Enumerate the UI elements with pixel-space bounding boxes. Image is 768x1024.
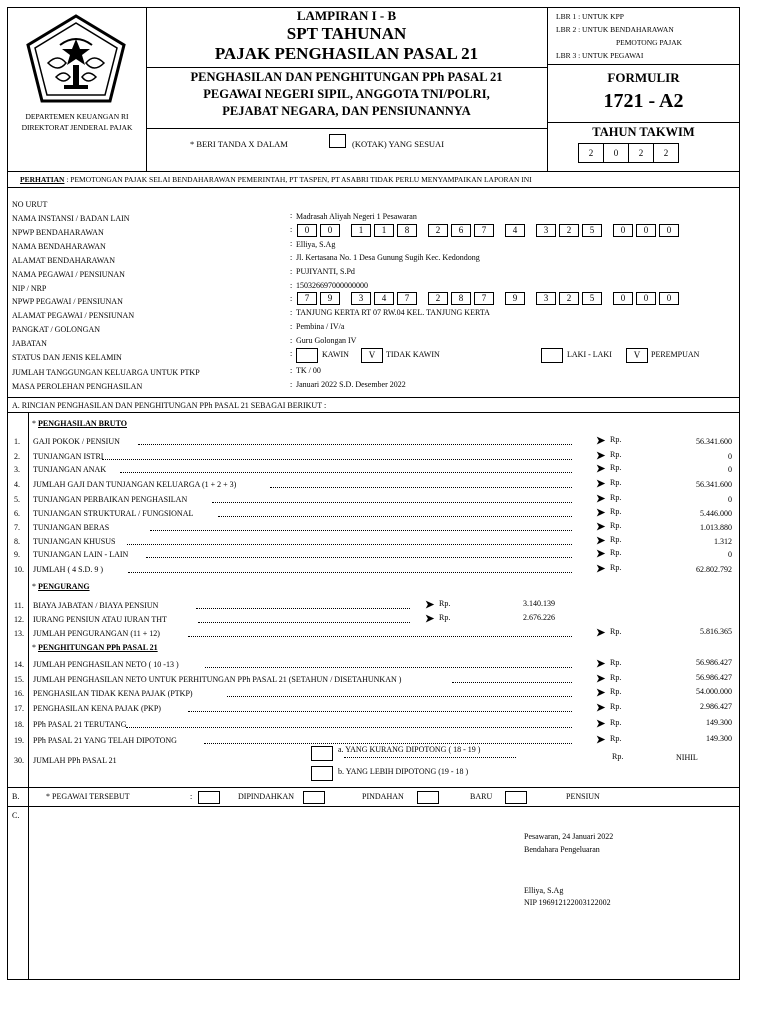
pengurang-title: * PENGURANG [32,582,90,591]
row-number: 17. [14,704,24,713]
perempuan-checkbox[interactable]: V [626,348,648,363]
row-number: 4. [14,480,20,489]
row-number: 6. [14,509,20,518]
nama-bendaharawan-value: Elliya, S.Ag [296,240,336,249]
rp-label: Rp. [610,493,622,502]
nama-instansi-label: NAMA INSTANSI / BADAN LAIN [12,214,130,223]
row-label: TUNJANGAN BERAS [33,523,110,532]
npwp-digit-box[interactable]: 3 [536,224,556,237]
pajak-title: PAJAK PENGHASILAN PASAL 21 [214,44,479,63]
kurang-dipotong-checkbox[interactable] [311,746,333,761]
row-label: TUNJANGAN PERBAIKAN PENGHASILAN [33,495,188,504]
row-label: TUNJANGAN STRUKTURAL / FUNGSIONAL [33,509,194,518]
row-label: TUNJANGAN KHUSUS [33,537,116,546]
npwp-digit-box[interactable]: 7 [397,292,417,305]
section-b-letter: B. [12,792,20,801]
arrow-icon: ➤ [596,548,606,560]
year-digit-box[interactable]: 2 [628,143,654,163]
row-leader-dots [128,572,572,573]
arrow-icon: ➤ [596,673,606,685]
npwp-digit-box[interactable]: 0 [297,224,317,237]
lbr2-sub: PEMOTONG PAJAK [616,38,683,47]
perhatian-text: : PEMOTONGAN PAJAK SELAI BENDAHARAWAN PEMERINTAH, PT TASPEN, PT ASABRI TIDAK PERLU MENYAMPAIKAN LAPORAN INI [64,175,532,184]
rp-label: Rp. [610,535,622,544]
arrow-icon: ➤ [596,718,606,730]
npwp-digit-box[interactable]: 4 [374,292,394,305]
npwp-digit-box[interactable]: 5 [582,224,602,237]
alamat-pegawai-label: ALAMAT PEGAWAI / PENSIUNAN [12,311,135,320]
npwp-digit-box[interactable]: 1 [374,224,394,237]
laki-laki-label: LAKI - LAKI [567,350,612,359]
row-label: TUNJANGAN LAIN - LAIN [33,550,129,559]
no-urut-label: NO URUT [12,200,48,209]
row-value[interactable]: 5.816.365 [700,627,732,636]
arrow-icon: ➤ [596,493,606,505]
arrow-icon: ➤ [596,478,606,490]
npwp-digit-box[interactable]: 7 [474,292,494,305]
row-number: 2. [14,452,20,461]
nama-bendaharawan-label: NAMA BENDAHARAWAN [12,242,106,251]
npwp-digit-box[interactable]: 2 [559,292,579,305]
ministry-logo [20,13,132,108]
row-label: JUMLAH PENGURANGAN (11 + 12) [33,629,160,638]
subtitle-line-2: PEGAWAI NEGERI SIPIL, ANGGOTA TNI/POLRI, [203,87,490,101]
lebih-dipotong-checkbox[interactable] [311,766,333,781]
nama-pegawai-label: NAMA PEGAWAI / PENSIUNAN [12,270,125,279]
jumlah-pph-label: JUMLAH PPh PASAL 21 [33,756,117,765]
row-number: 7. [14,523,20,532]
rp-label: Rp. [612,752,624,761]
row-leader-dots [218,516,572,517]
rp-label: Rp. [610,658,622,667]
rp-label: Rp. [610,702,622,711]
row-leader-dots [270,487,572,488]
row-label: BIAYA JABATAN / BIAYA PENSIUN [33,601,159,610]
pensiun-label: PENSIUN [566,792,600,801]
row-number: 19. [14,736,24,745]
npwp-digit-box[interactable]: 0 [613,224,633,237]
row-label: PPh PASAL 21 TERUTANG [33,720,127,729]
npwp-digit-box[interactable]: 3 [536,292,556,305]
bruto-title: * PENGHASILAN BRUTO [32,419,127,428]
row-value[interactable]: 0 [728,465,732,474]
row-number: 16. [14,689,24,698]
npwp-digit-box[interactable]: 1 [351,224,371,237]
row-value[interactable]: 54.000.000 [696,687,732,696]
signature-nip: NIP 196912122003122002 [524,898,611,907]
kurang-dipotong-label: a. YANG KURANG DIPOTONG ( 18 - 19 ) [338,745,481,754]
pangkat-value: Pembina / IV/a [296,322,345,331]
perhatian-label: PERHATIAN [20,175,65,184]
kawin-checkbox[interactable] [296,348,318,363]
rp-label: Rp. [439,599,451,608]
pegawai-tersebut-label: * PEGAWAI TERSEBUT [46,792,130,801]
row-value[interactable]: 149.300 [706,718,732,727]
rp-label: Rp. [610,521,622,530]
row-leader-dots [198,622,410,623]
nama-instansi-value: Madrasah Aliyah Negeri 1 Pesawaran [296,212,417,221]
row-number: 9. [14,550,20,559]
row-leader-dots [188,711,572,712]
row-number: 8. [14,537,20,546]
arrow-icon: ➤ [425,599,435,611]
npwp-digit-box[interactable]: 7 [474,224,494,237]
row-leader-dots [120,472,572,473]
baru-checkbox[interactable] [505,791,527,804]
row-number: 14. [14,660,24,669]
arrow-icon: ➤ [596,507,606,519]
section-a-title: A. RINCIAN PENGHASILAN DAN PENGHITUNGAN PPh PASAL 21 SEBAGAI BERIKUT : [12,401,327,410]
row-label: GAJI POKOK / PENSIUN [33,437,120,446]
pindahan-label: PINDAHAN [362,792,404,801]
npwp-digit-box[interactable]: 9 [505,292,525,305]
npwp-digit-box[interactable]: 8 [397,224,417,237]
rp-label: Rp. [610,463,622,472]
signature-role: Bendahara Pengeluaran [524,845,600,854]
rp-label: Rp. [610,507,622,516]
dipindahkan-label: DIPINDAHKAN [238,792,294,801]
directorate-name: DIREKTORAT JENDERAL PAJAK [21,123,133,132]
masa-label: MASA PEROLEHAN PENGHASILAN [12,382,143,391]
npwp-digit-box[interactable]: 2 [559,224,579,237]
lbr3: LBR 3 : UNTUK PEGAWAI [556,51,644,60]
npwp-digit-box[interactable]: 2 [428,224,448,237]
npwp-digit-box[interactable]: 0 [659,224,679,237]
row-value[interactable]: 2.676.226 [523,613,555,622]
pindahan-checkbox[interactable] [417,791,439,804]
perempuan-label: PEREMPUAN [651,350,700,359]
formulir-number: 1721 - A2 [603,90,684,112]
row-value[interactable]: 5.446.000 [700,509,732,518]
row-label: JUMLAH PENGHASILAN NETO ( 10 -13 ) [33,660,179,669]
signature-name: Elliya, S.Ag [524,886,564,895]
jabatan-value: Guru Golongan IV [296,336,357,345]
tidak-kawin-checkbox[interactable]: V [361,348,383,363]
nihil-value: NIHIL [676,753,698,762]
row-number: 15. [14,675,24,684]
year-digit-box[interactable]: 0 [603,143,629,163]
nip-value: 150326697000000000 [296,281,368,290]
alamat-pegawai-value: TANJUNG KERTA RT 07 RW.04 KEL. TANJUNG KERTA [296,308,490,317]
npwp-digit-box[interactable]: 0 [636,224,656,237]
rp-label: Rp. [610,478,622,487]
npwp-pegawai-label: NPWP PEGAWAI / PENSIUNAN [12,297,123,306]
row-number: 18. [14,720,24,729]
npwp-bendaharawan-label: NPWP BENDAHARAWAN [12,228,104,237]
rp-label: Rp. [610,718,622,727]
year-digit-box[interactable]: 2 [578,143,604,163]
year-digit-box[interactable]: 2 [653,143,679,163]
npwp-digit-box[interactable]: 9 [320,292,340,305]
subtitle-line-3: PEJABAT NEGARA, DAN PENSIUNANNYA [222,104,471,118]
section-c-letter: C. [12,811,20,820]
row-leader-dots [212,502,572,503]
row-value[interactable]: 0 [728,550,732,559]
row-value[interactable]: 56.341.600 [696,480,732,489]
arrow-icon: ➤ [596,521,606,533]
row-label: JUMLAH PENGHASILAN NETO UNTUK PERHITUNGAN PPh PASAL 21 (SETAHUN / DISETAHUNKAN ) [33,675,402,684]
npwp-digit-box[interactable]: 0 [320,224,340,237]
npwp-digit-box[interactable]: 5 [582,292,602,305]
rp-label: Rp. [439,613,451,622]
instruction-checkbox [329,134,346,148]
baru-label: BARU [470,792,493,801]
row-label: IURANG PENSIUN ATAU IURAN THT [33,615,167,624]
dipindahkan-checkbox[interactable] [198,791,220,804]
arrow-icon: ➤ [596,463,606,475]
pph-title: * PENGHITUNGAN PPh PASAL 21 [32,643,158,652]
row-label: JUMLAH GAJI DAN TUNJANGAN KELUARGA (1 + 2 + 3) [33,480,237,489]
rp-label: Rp. [610,687,622,696]
dept-name: DEPARTEMEN KEUANGAN RI [25,112,129,121]
rp-label: Rp. [610,734,622,743]
tanggungan-label: JUMLAH TANGGUNGAN KELUARGA UNTUK PTKP [12,368,200,377]
rp-label: Rp. [610,563,622,572]
row-value[interactable]: 0 [728,452,732,461]
rp-label: Rp. [610,450,622,459]
npwp-digit-box[interactable]: 0 [613,292,633,305]
arrow-icon: ➤ [596,535,606,547]
row-leader-dots [150,530,572,531]
row-leader-dots [146,557,572,558]
row-value[interactable]: 2.986.427 [700,702,732,711]
laki-laki-checkbox[interactable] [541,348,563,363]
row-number: 30. [14,756,24,765]
row-number: 5. [14,495,20,504]
row-leader-dots [127,544,572,545]
row-value[interactable]: 56.986.427 [696,673,732,682]
lbr2: LBR 2 : UNTUK BENDAHARAWAN [556,25,674,34]
kawin-label: KAWIN [322,350,349,359]
rp-label: Rp. [610,548,622,557]
spt-title: SPT TAHUNAN [286,24,407,43]
lampiran-title: LAMPIRAN I - B [296,8,397,23]
row-leader-dots [102,459,572,460]
arrow-icon: ➤ [596,687,606,699]
arrow-icon: ➤ [596,702,606,714]
row-leader-dots [138,444,572,445]
status-label: STATUS DAN JENIS KELAMIN [12,353,122,362]
row-label: TUNJANGAN ISTRI [33,452,104,461]
row-number: 11. [14,601,24,610]
row-leader-dots [204,743,572,744]
row-value[interactable]: 56.341.600 [696,437,732,446]
masa-value: Januari 2022 S.D. Desember 2022 [296,380,406,389]
rp-label: Rp. [610,435,622,444]
subtitle-line-1: PENGHASILAN DAN PENGHITUNGAN PPh PASAL 21 [190,70,503,84]
row-label: TUNJANGAN ANAK [33,465,107,474]
row-number: 1. [14,437,20,446]
row-leader-dots [205,667,572,668]
row-number: 10. [14,565,24,574]
tanggungan-value: TK / 00 [296,366,321,375]
arrow-icon: ➤ [596,450,606,462]
arrow-icon: ➤ [596,658,606,670]
perhatian-notice [20,175,532,184]
row-value[interactable]: 0 [728,495,732,504]
arrow-icon: ➤ [596,627,606,639]
row-value[interactable]: 56.986.427 [696,658,732,667]
lebih-dipotong-label: b. YANG LEBIH DIPOTONG (19 - 18 ) [338,767,469,776]
row-leader-dots [196,608,410,609]
lbr1: LBR 1 : UNTUK KPP [556,12,624,21]
arrow-icon: ➤ [596,734,606,746]
nip-label: NIP / NRP [12,284,47,293]
rp-label: Rp. [610,627,622,636]
row-label: JUMLAH ( 4 S.D. 9 ) [33,565,103,574]
rp-label: Rp. [610,673,622,682]
row-value[interactable]: 149.300 [706,734,732,743]
npwp-digit-box[interactable]: 8 [451,292,471,305]
arrow-icon: ➤ [596,435,606,447]
tahun-takwim-label: TAHUN TAKWIM [592,125,695,139]
npwp-digit-box[interactable]: 3 [351,292,371,305]
row-value[interactable]: 1.312 [714,537,732,546]
row-label: PENGHASILAN TIDAK KENA PAJAK (PTKP) [33,689,193,698]
mark-instruction: * BERI TANDA X DALAM [190,139,288,149]
row-value[interactable]: 62.802.792 [696,565,732,574]
row-label: PPh PASAL 21 YANG TELAH DIPOTONG [33,736,177,745]
nama-pegawai-value: PUJIYANTI, S.Pd [296,267,355,276]
row-value[interactable]: 1.013.880 [700,523,732,532]
row-number: 12. [14,615,24,624]
row-number: 13. [14,629,24,638]
mark-instruction-suffix: (KOTAK) YANG SESUAI [352,139,445,149]
npwp-digit-box[interactable]: 4 [505,224,525,237]
row-leader-dots [188,636,572,637]
row-value[interactable]: 3.140.139 [523,599,555,608]
row-label: PENGHASILAN KENA PAJAK (PKP) [33,704,161,713]
pindahan-prefix-box[interactable] [303,791,325,804]
formulir-label: FORMULIR [607,70,680,85]
npwp-digit-box[interactable]: 2 [428,292,448,305]
signature-place-date: Pesawaran, 24 Januari 2022 [524,832,614,841]
arrow-icon: ➤ [596,563,606,575]
npwp-digit-box[interactable]: 6 [451,224,471,237]
tidak-kawin-label: TIDAK KAWIN [386,350,440,359]
row-leader-dots [126,727,572,728]
row-leader-dots [227,696,572,697]
arrow-icon: ➤ [425,613,435,625]
npwp-digit-box[interactable]: 0 [636,292,656,305]
npwp-digit-box[interactable]: 0 [659,292,679,305]
row-leader-dots [452,682,572,683]
npwp-digit-box[interactable]: 7 [297,292,317,305]
row-number: 3. [14,465,20,474]
alamat-bendaharawan-label: ALAMAT BENDAHARAWAN [12,256,115,265]
pangkat-label: PANGKAT / GOLONGAN [12,325,101,334]
alamat-bendaharawan-value: Jl. Kertasana No. 1 Desa Gunung Sugih Kec. Kedondong [296,253,480,262]
jabatan-label: JABATAN [12,339,47,348]
